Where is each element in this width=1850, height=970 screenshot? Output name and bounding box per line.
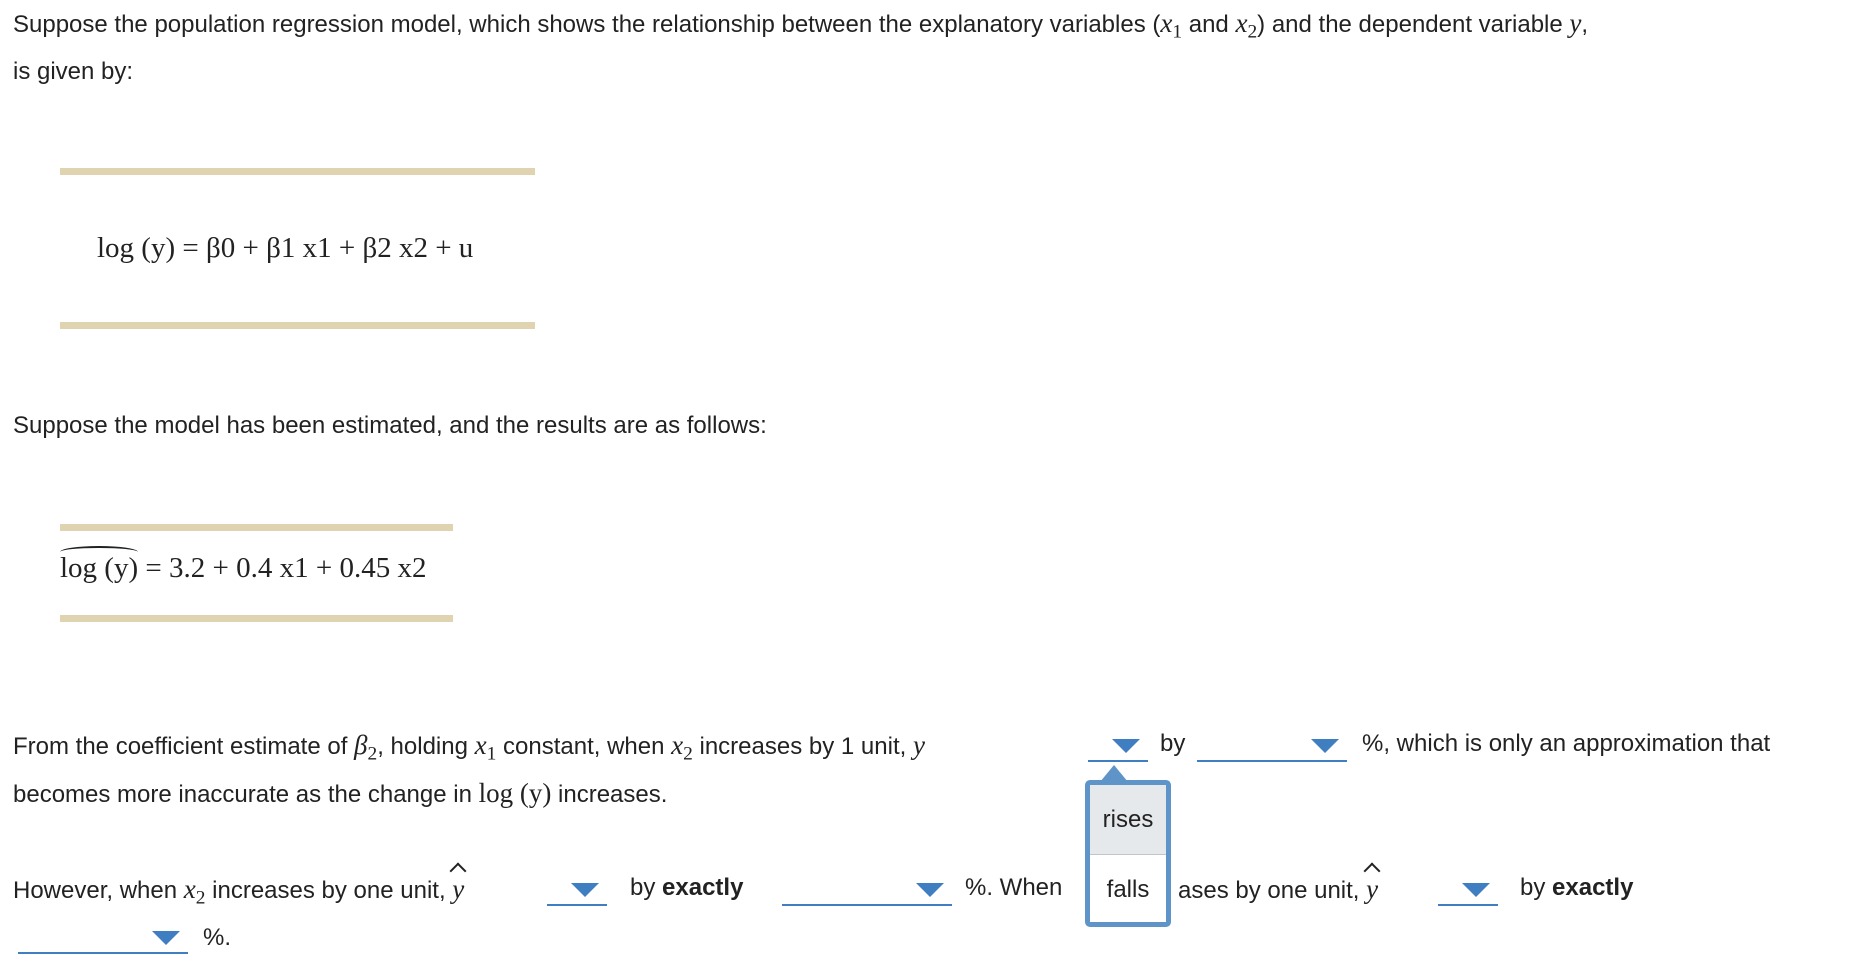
x1-symbol: $x_1$ <box>1160 8 1183 43</box>
percent-dropdown-1[interactable] <box>1197 730 1347 762</box>
chevron-down-icon <box>916 883 944 897</box>
question-line-3c: ases by one unit, y <box>1178 874 1379 904</box>
option-rises[interactable]: rises <box>1090 785 1166 855</box>
estimate-top-rule <box>60 524 453 531</box>
direction-dropdown-menu <box>1085 780 1171 927</box>
estimate-bottom-rule <box>60 615 453 622</box>
equation-bottom-rule <box>60 322 535 329</box>
by-exactly-label-2: by exactly <box>1520 874 1634 901</box>
population-equation: log (y) = β0 + β1 x1 + β2 x2 + u <box>97 232 474 264</box>
by-label-1: by <box>1160 730 1186 757</box>
intro-line-2: is given by: <box>13 58 134 85</box>
by-exactly-label-1: by exactly <box>630 874 744 901</box>
question-line-1: From the coefficient estimate of $\beta_2$, holding $x_1$ constant, when $x_2$ increases by 1 unit, y <box>13 730 925 765</box>
percent-dropdown-3[interactable] <box>18 922 188 954</box>
intro-line-1: Suppose the population regression model, which shows the relationship between the explanatory variables ($x_1$ and $x_2$) and the dependent variable y, <box>13 8 1589 43</box>
chevron-down-icon <box>571 883 599 897</box>
direction-dropdown-2[interactable] <box>547 874 607 906</box>
beta2-symbol: $\beta_2$ <box>354 730 378 765</box>
question-line-4: %. <box>203 924 232 951</box>
direction-dropdown-3[interactable] <box>1438 874 1498 906</box>
log-y-hat: log (y) <box>60 552 139 584</box>
estimation-intro: Suppose the model has been estimated, and the results are as follows: <box>13 412 767 439</box>
option-falls[interactable]: falls <box>1106 876 1150 903</box>
equation-top-rule <box>60 168 535 175</box>
chevron-down-icon <box>152 931 180 945</box>
direction-dropdown-1[interactable] <box>1088 730 1148 762</box>
percent-dropdown-2[interactable] <box>782 874 952 906</box>
chevron-down-icon <box>1311 739 1339 753</box>
chevron-down-icon <box>1112 739 1140 753</box>
question-line-2: becomes more inaccurate as the change in log (y) increases. <box>13 778 668 808</box>
question-line-3a: However, when $x_2$ increases by one unit, y <box>13 874 465 909</box>
estimated-equation: log (y) = 3.2 + 0.4 x1 + 0.45 x2 <box>60 552 427 584</box>
question-line-1-tail: %, which is only an approximation that <box>1362 730 1771 757</box>
x2-symbol: $x_2$ <box>1235 8 1258 43</box>
chevron-down-icon <box>1462 883 1490 897</box>
question-line-3b: %. When <box>965 874 1063 901</box>
